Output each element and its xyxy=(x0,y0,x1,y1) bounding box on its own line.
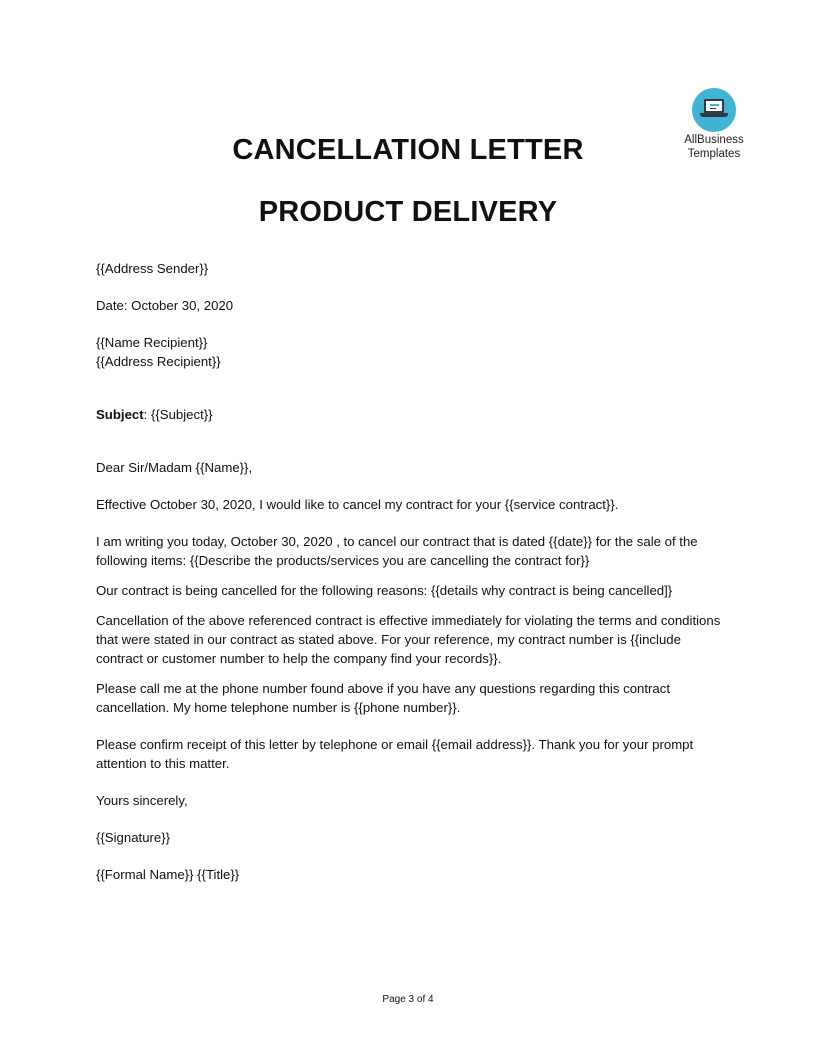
letter-date: Date: October 30, 2020 xyxy=(96,298,234,313)
paragraph-confirm-receipt: Please confirm receipt of this letter by telephone or email {{email address}}. Thank you for your prompt attention to this matter. xyxy=(96,737,694,771)
paragraph-phone: Please call me at the phone number found above if you have any questions regarding this contract cancellation. My home telephone number is {{phone number}}. xyxy=(96,681,671,715)
salutation: Dear Sir/Madam {{Name}}, xyxy=(96,460,253,475)
formal-name-title: {{Formal Name}} {{Title}} xyxy=(96,867,240,882)
laptop-icon xyxy=(692,88,736,132)
subject-line xyxy=(96,405,721,424)
page-number: Page 3 of 4 xyxy=(382,994,434,1005)
subject-value: : {{Subject}} xyxy=(143,407,213,422)
recipient-name: {{Name Recipient}} xyxy=(96,335,208,350)
logo-brand-line2: Templates xyxy=(687,148,741,160)
recipient-address: {{Address Recipient}} xyxy=(96,354,221,369)
document-subtitle: PRODUCT DELIVERY xyxy=(258,196,558,228)
paragraph-effective-date: Effective October 30, 2020, I would like to cancel my contract for your {{service contract}}. xyxy=(96,497,619,512)
signature-placeholder: {{Signature}} xyxy=(96,830,171,845)
letter-body xyxy=(96,259,721,884)
paragraph-reasons: Our contract is being cancelled for the following reasons: {{details why contract is being cancelled]} xyxy=(96,583,673,598)
sender-address: {{Address Sender}} xyxy=(96,261,209,276)
closing: Yours sincerely, xyxy=(96,793,188,808)
paragraph-contract-number: Cancellation of the above referenced contract is effective immediately for violating the terms and conditions that were stated in our contract as stated above. For your reference, my contract number is {{include contract or customer number to help the company find your records}}. xyxy=(96,613,721,666)
logo-brand-line1: AllBusiness xyxy=(684,134,744,146)
document-title: CANCELLATION LETTER xyxy=(232,134,584,166)
paragraph-items: I am writing you today, October 30, 2020 , to cancel our contract that is dated {{date}} for the sale of the following items: {{Describe the products/services you are cancelling the contract for}} xyxy=(96,534,698,568)
subject-label: Subject xyxy=(96,407,144,422)
